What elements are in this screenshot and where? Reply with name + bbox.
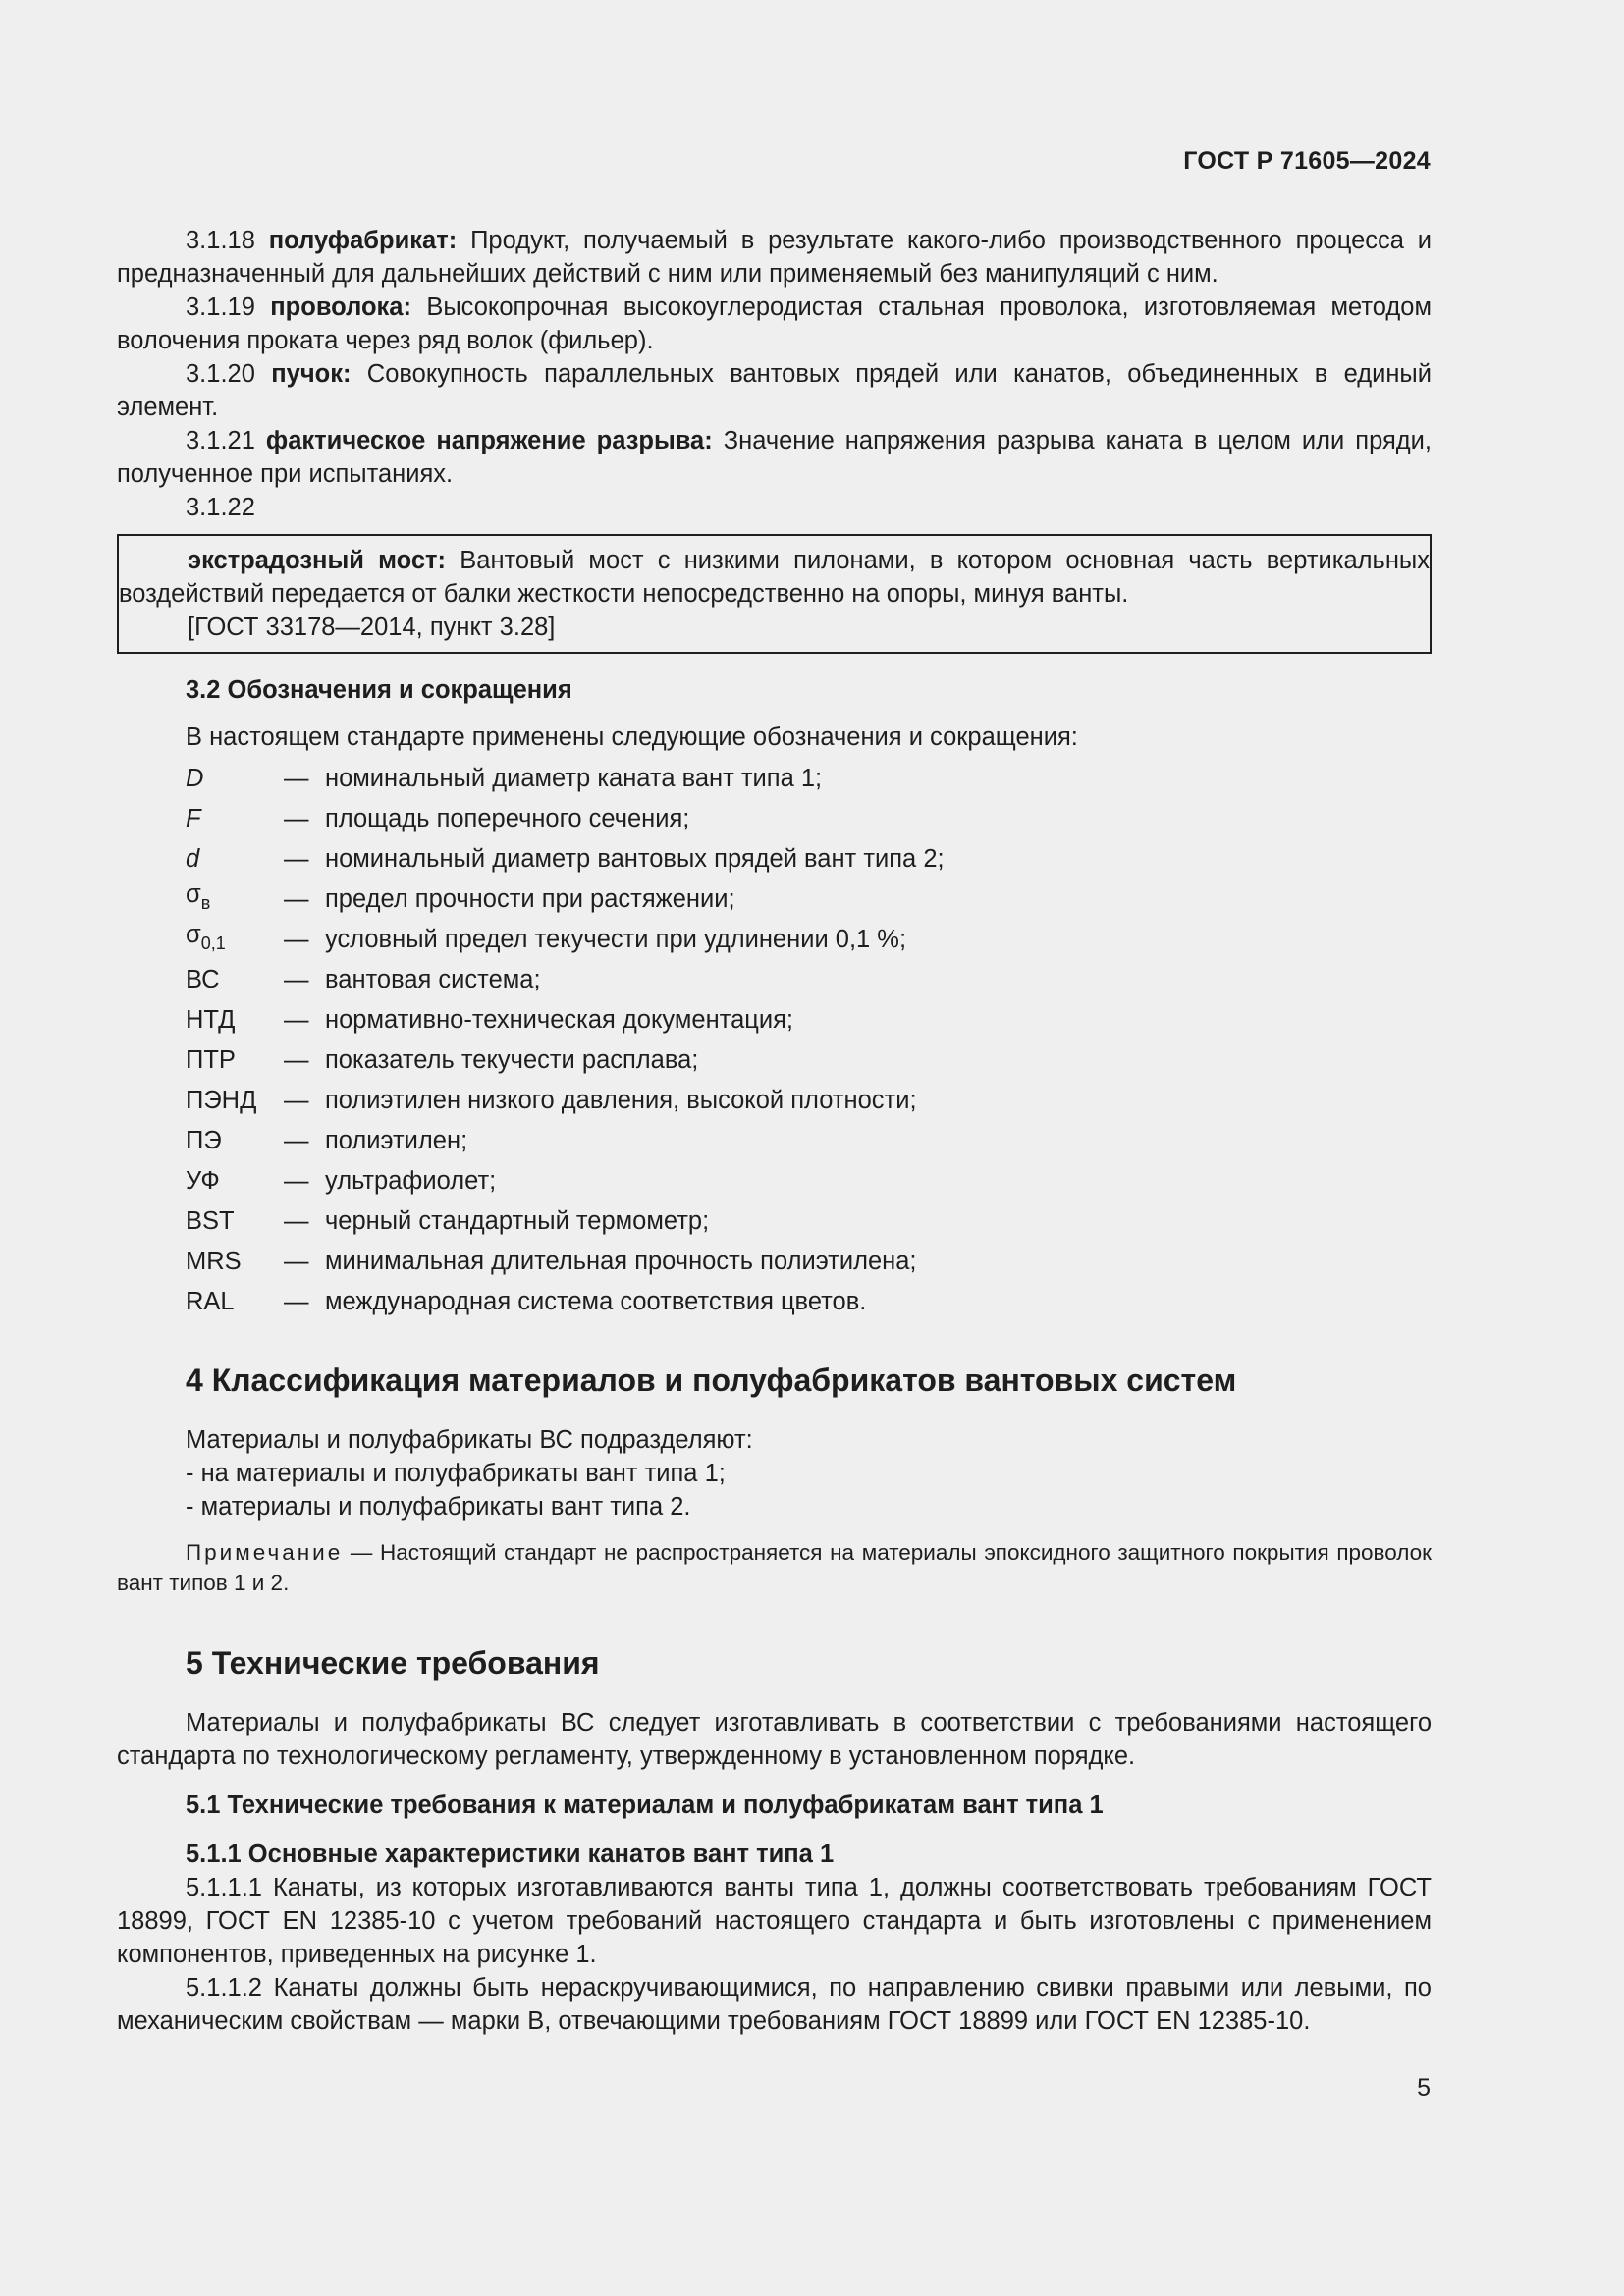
symbol: D: [186, 764, 204, 792]
symbol-description: минимальная длительная прочность полиэтилена;: [325, 1247, 917, 1275]
dash: —: [284, 965, 309, 993]
symbol: $\sigma_{0,1}$: [186, 921, 226, 953]
symbol-description: номинальный диаметр вантовых прядей вант типа 2;: [325, 844, 945, 873]
note: [117, 1537, 1432, 1598]
dash: —: [284, 1126, 309, 1154]
clause-5-1-1-1: [117, 1871, 1432, 1971]
section-4-line: - материалы и полуфабрикаты вант типа 2.: [186, 1493, 691, 1521]
symbol: ВС: [186, 965, 220, 993]
section-5-1-1-heading: 5.1.1 Основные характеристики канатов вант типа 1: [186, 1841, 835, 1868]
section-3-2-heading: 3.2 Обозначения и сокращения: [186, 676, 572, 704]
symbol-description: предел прочности при растяжении;: [325, 884, 735, 913]
page-content: [117, 224, 1432, 2038]
definition-text: Вантовый мост с низкими пилонами, в котором основная часть вертикальных воздействий передается от балки жесткости непосредственно на опоры, минуя ванты.: [119, 547, 1430, 608]
definition-3-1-21: [117, 424, 1432, 491]
section-4-line: Материалы и полуфабрикаты ВС подразделяют:: [186, 1426, 753, 1454]
dash: —: [284, 844, 309, 873]
note-text: — Настоящий стандарт не распространяется на материалы эпоксидного защитного покрытия проволок вант типов 1 и 2.: [117, 1540, 1432, 1595]
symbol-row: [186, 1281, 1432, 1321]
symbol-row: [186, 758, 1432, 798]
symbol-description: нормативно-техническая документация;: [325, 1005, 794, 1034]
dash: —: [284, 884, 309, 913]
symbol: УФ: [186, 1166, 220, 1195]
symbol: F: [186, 804, 201, 832]
symbol-row: [186, 1241, 1432, 1281]
definition-3-1-22: [119, 544, 1430, 611]
definition-number: 3.1.18: [186, 227, 255, 254]
symbol: ПЭНД: [186, 1086, 257, 1114]
dash: —: [284, 1247, 309, 1275]
symbol-row: [186, 919, 1432, 959]
definition-text: Продукт, получаемый в результате какого-либо производственного процесса и предназначенный для дальнейших действий с ним или применяемый без манипуляций с ним.: [117, 227, 1433, 288]
definition-text: Значение напряжения разрыва каната в целом или пряди, полученное при испытаниях.: [117, 427, 1432, 488]
definition-term: экстрадозный мост:: [188, 547, 447, 574]
symbol-row: [186, 1120, 1432, 1160]
symbol-row: [186, 1201, 1432, 1241]
standard-code: ГОСТ Р 71605—2024: [1183, 147, 1431, 175]
symbol: RAL: [186, 1287, 235, 1315]
section-4-line: - на материалы и полуфабрикаты вант типа 1;: [186, 1460, 726, 1487]
clause-text: Канаты, из которых изготавливаются ванты типа 1, должны соответствовать требованиям ГОСТ 18899, ГОСТ EN 12385-10 с учетом требований настоящего стандарта и быть изготовлены с применением компонентов, приведенных на рисунке 1.: [117, 1874, 1432, 1968]
section-4-heading: 4 Классификация материалов и полуфабрикатов вантовых систем: [186, 1362, 1237, 1398]
definition-term: фактическое напряжение разрыва:: [265, 427, 713, 454]
symbol-description: показатель текучести расплава;: [325, 1045, 699, 1074]
symbol-description: полиэтилен низкого давления, высокой плотности;: [325, 1086, 917, 1114]
symbol: MRS: [186, 1247, 242, 1275]
definition-number: 3.1.19: [186, 294, 255, 321]
symbol-row: [186, 1160, 1432, 1201]
definition-source: [ГОСТ 33178—2014, пункт 3.28]: [188, 614, 556, 641]
clause-text: Канаты должны быть нераскручивающимися, по направлению свивки правыми или левыми, по механическим свойствам — марки В, отвечающими требованиям ГОСТ 18899 или ГОСТ EN 12385-10.: [117, 1974, 1432, 2035]
definition-term: проволока:: [270, 294, 411, 321]
symbol-row: [186, 959, 1432, 999]
symbol-description: полиэтилен;: [325, 1126, 468, 1154]
section-5-heading: 5 Технические требования: [186, 1645, 600, 1681]
dash: —: [284, 1206, 309, 1235]
symbol-row: [186, 1080, 1432, 1120]
symbol-row: [186, 798, 1432, 838]
symbol-row: [186, 879, 1432, 919]
symbol-row: [186, 1040, 1432, 1080]
symbol-row: [186, 999, 1432, 1040]
section-5-1-heading: 5.1 Технические требования к материалам и полуфабрикатам вант типа 1: [186, 1791, 1104, 1819]
definition-number: 3.1.20: [186, 360, 255, 388]
symbol-description: вантовая система;: [325, 965, 541, 993]
definition-3-1-22-number: 3.1.22: [186, 494, 255, 521]
definition-text: Высокопрочная высокоуглеродистая стальная проволока, изготовляемая методом волочения проката через ряд волок (фильер).: [117, 294, 1432, 354]
symbol-description: ультрафиолет;: [325, 1166, 497, 1195]
symbol: d: [186, 844, 200, 873]
dash: —: [284, 1005, 309, 1034]
symbol-description: международная система соответствия цветов.: [325, 1287, 867, 1315]
note-label: Примечание: [186, 1540, 344, 1565]
dash: —: [284, 1086, 309, 1114]
dash: —: [284, 1166, 309, 1195]
symbol: ПЭ: [186, 1126, 222, 1154]
page-number: 5: [1417, 2074, 1431, 2102]
dash: —: [284, 1045, 309, 1074]
symbol-description: площадь поперечного сечения;: [325, 804, 690, 832]
definition-3-1-18: [117, 224, 1432, 291]
section-5-text: Материалы и полуфабрикаты ВС следует изготавливать в соответствии с требованиями настоящего стандарта по технологическому регламенту, утвержденному в установленном порядке.: [117, 1709, 1432, 1770]
symbol-row: [186, 838, 1432, 879]
definition-term: полуфабрикат:: [268, 227, 458, 254]
symbol: $\sigma_в$: [186, 881, 211, 913]
symbols-list: [186, 758, 1432, 1321]
definition-number: 3.1.21: [186, 427, 255, 454]
definition-text: Совокупность параллельных вантовых прядей или канатов, объединенных в единый элемент.: [117, 360, 1432, 421]
clause-number: 5.1.1.2: [186, 1974, 262, 2002]
definition-3-1-19: [117, 291, 1432, 357]
quoted-definition-box: [117, 534, 1432, 654]
dash: —: [284, 925, 309, 953]
symbol: ПТР: [186, 1045, 236, 1074]
symbol: BST: [186, 1206, 235, 1235]
clause-number: 5.1.1.1: [186, 1874, 262, 1901]
symbol-description: условный предел текучести при удлинении 0,1 %;: [325, 925, 907, 953]
dash: —: [284, 764, 309, 792]
dash: —: [284, 1287, 309, 1315]
dash: —: [284, 804, 309, 832]
symbol: НТД: [186, 1005, 236, 1034]
symbols-intro: В настоящем стандарте применены следующие обозначения и сокращения:: [186, 723, 1078, 751]
symbol-description: номинальный диаметр каната вант типа 1;: [325, 764, 823, 792]
clause-5-1-1-2: [117, 1971, 1432, 2038]
definition-term: пучок:: [271, 360, 352, 388]
definition-3-1-20: [117, 357, 1432, 424]
symbol-description: черный стандартный термометр;: [325, 1206, 710, 1235]
